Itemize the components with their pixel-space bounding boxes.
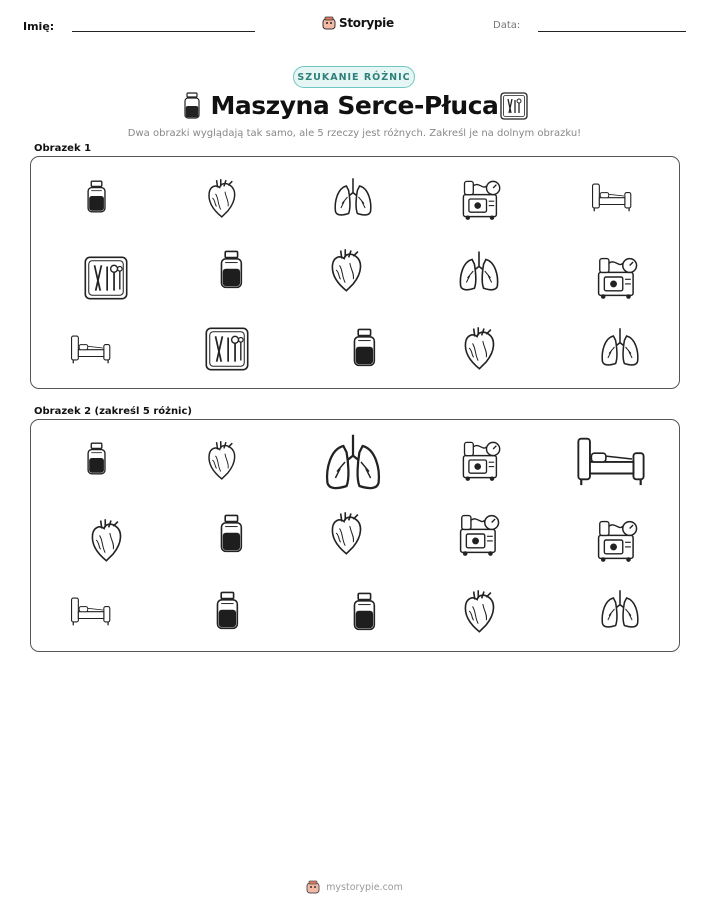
footer xyxy=(0,880,709,894)
storypie-mascot-icon xyxy=(322,16,336,30)
picture1-vial-icon xyxy=(352,328,377,368)
date-label: Data: xyxy=(493,20,521,31)
picture2-machine-icon[interactable] xyxy=(456,511,502,557)
picture2-machine-icon[interactable] xyxy=(459,438,503,482)
brand-name: Storypie xyxy=(339,16,394,30)
picture2-heart-icon[interactable] xyxy=(461,588,498,634)
picture2-machine-icon[interactable] xyxy=(594,517,640,563)
picture1-machine-icon xyxy=(594,254,640,300)
picture1-tools-icon xyxy=(204,326,250,372)
picture1-heart-icon xyxy=(461,325,498,371)
picture1-lungs-icon xyxy=(456,248,502,294)
picture1-machine-icon xyxy=(459,177,503,221)
picture2-vial-icon[interactable] xyxy=(352,592,377,632)
picture2-vial-icon[interactable] xyxy=(219,514,244,554)
picture2-vial-icon[interactable] xyxy=(215,591,240,631)
picture1-heart-icon xyxy=(205,177,239,219)
category-badge: SZUKANIE RÓŻNIC xyxy=(293,66,415,88)
picture1-label: Obrazek 1 xyxy=(34,143,92,154)
picture1-tools-icon xyxy=(83,255,129,301)
name-field-line[interactable] xyxy=(72,31,255,32)
brand-logo xyxy=(322,13,394,33)
footer-url: mystorypie.com xyxy=(326,881,403,893)
picture2-lungs-icon[interactable] xyxy=(321,430,385,494)
page-title: Maszyna Serce-Płuca xyxy=(210,91,499,120)
picture1-vial-icon xyxy=(219,250,244,290)
picture2-heart-icon[interactable] xyxy=(205,439,239,481)
picture2-bed-icon[interactable] xyxy=(69,593,113,627)
picture1-lungs-icon xyxy=(331,175,375,219)
date-field-line[interactable] xyxy=(538,31,686,32)
picture1-lungs-icon xyxy=(598,325,642,369)
title-tools-icon xyxy=(500,92,528,124)
picture2-bed-icon[interactable] xyxy=(574,430,649,488)
instruction-text: Dwa obrazki wyglądają tak samo, ale 5 rzeczy jest różnych. Zakreśl je na dolnym obrazku! xyxy=(127,128,582,139)
picture1-heart-icon xyxy=(328,247,365,293)
picture2-vial-icon[interactable] xyxy=(86,442,107,476)
name-label: Imię: xyxy=(23,20,55,33)
picture2-heart-icon[interactable] xyxy=(328,510,365,556)
picture2-lungs-icon[interactable] xyxy=(598,587,642,631)
storypie-mascot-icon xyxy=(306,880,320,894)
picture2-heart-icon[interactable] xyxy=(88,517,125,563)
picture1-bed-icon xyxy=(69,331,113,365)
picture2-label: Obrazek 2 (zakreśl 5 różnic) xyxy=(34,406,192,417)
picture1-vial-icon xyxy=(86,180,107,214)
picture1-bed-icon xyxy=(590,179,634,213)
